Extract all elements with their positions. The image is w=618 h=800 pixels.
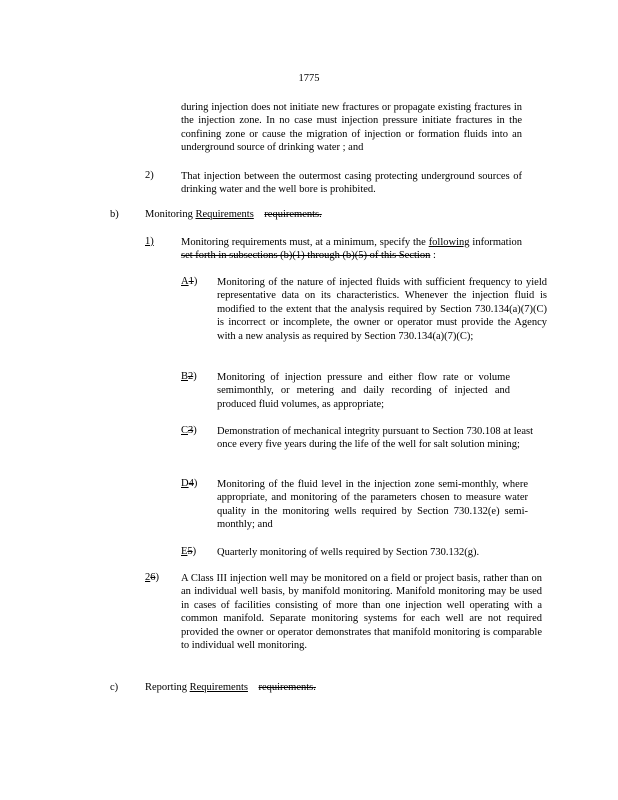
section-b-heading-period: .: [319, 209, 322, 220]
section-b1-text-pre: Monitoring requirements must, at a minimum, specify the: [181, 237, 429, 248]
section-c-heading-deleted: requirements: [258, 682, 314, 693]
sub-d-label-end: ): [193, 478, 198, 489]
section-b1-inserted: following: [428, 237, 470, 248]
sub-d-label-deleted: 4: [188, 478, 194, 489]
intro-paragraph: during injection does not initiate new fractures or propagate existing fractures in the injection zone. In no case must injection pressure initiate fractures in the confining zone or cause the migration of injection or formation fluids into an underground source of drinking water ; and: [181, 102, 522, 154]
sub-b-label: [181, 371, 197, 382]
sub-a-label-inserted: A: [181, 276, 189, 287]
sub-d-label-inserted: D: [181, 478, 189, 489]
section-b2-label-inserted: 2: [145, 572, 151, 583]
sub-c-label-end: ): [193, 425, 197, 436]
section-b-heading-text: Monitoring: [145, 209, 196, 220]
section-b1-text-end: :: [430, 250, 436, 262]
sub-e-label-end: ): [192, 546, 197, 557]
sub-a-label-end: ): [193, 276, 198, 287]
section-c-heading-inserted: Requirements: [189, 682, 248, 693]
sub-a-label-deleted: 1: [188, 276, 194, 287]
sub-c-text: Demonstration of mechanical integrity pursuant to Section 730.108 at least once every five years during the life of the well for salt solution mining;: [217, 426, 533, 451]
section-c-label: c): [110, 682, 119, 693]
item-2-label: 2): [145, 170, 154, 181]
sub-c-label: [181, 425, 197, 436]
sub-e-label-deleted: 5: [187, 546, 193, 557]
sub-e-label: [181, 546, 196, 557]
section-b1-deleted: set forth in subsections (b)(1) through (b)(5) of this Section: [181, 250, 431, 262]
sub-c-label-inserted: C: [181, 425, 189, 436]
section-c-heading: [145, 682, 316, 693]
section-b2-text: A Class III injection well may be monitored on a field or project basis, rather than on an individual well basis, by manifold monitoring. Manifold monitoring may be used in cases of facilities consisting of more than one injection well operating with a common manifold. Separate monitoring systems for each well are not required provided the owner or operator demonstrates that manifold monitoring is comparable to individual well monitoring.: [181, 573, 542, 652]
item-2-text: That injection between the outermost casing protecting underground sources of drinking water and the well bore is prohibited.: [181, 171, 522, 196]
sub-e-label-inserted: E: [181, 546, 188, 557]
page-number: 1775: [298, 73, 320, 84]
section-b2-label-deleted: 6: [150, 572, 156, 583]
section-b-heading-inserted: Requirements: [195, 209, 254, 220]
sub-a-text: Monitoring of the nature of injected fluids with sufficient frequency to yield representative data on its characteristics. Whenever the injection fluid is modified to the extent that the analysis required by Section 730.134(a)(7)(C) is incorrect or incomplete, the owner or operator must provide the Agency with a new analysis as required by Section 730.134(a)(7)(C);: [217, 277, 547, 342]
section-c-heading-period: .: [313, 682, 316, 693]
section-b1-text: [181, 236, 522, 263]
sub-b-label-end: ): [193, 371, 197, 382]
sub-d-label: [181, 478, 197, 489]
sub-e-text: Quarterly monitoring of wells required by Section 730.132(g).: [217, 547, 480, 558]
sub-a-label: [181, 276, 197, 287]
sub-b-text: Monitoring of injection pressure and either flow rate or volume semimonthly, or metering and daily recording of injected and produced fluid volumes, as appropriate;: [217, 372, 510, 410]
section-b2-label-end: ): [155, 572, 159, 583]
sub-b-label-deleted: 2: [188, 371, 194, 382]
section-b-label: b): [110, 209, 119, 220]
section-b-heading-deleted: requirements: [264, 209, 320, 220]
section-b2-label: [145, 572, 159, 583]
sub-d-text: Monitoring of the fluid level in the injection zone semi-monthly, where appropriate, and monitoring of the parameters chosen to measure water quality in the monitoring wells required by Section 730.132(e) semi-monthly; and: [217, 479, 528, 531]
section-b1-text-mid: information: [469, 237, 522, 248]
section-c-heading-text: Reporting: [145, 682, 190, 693]
section-b1-label: 1): [145, 236, 154, 247]
sub-b-label-inserted: B: [181, 371, 189, 382]
section-b-heading: [145, 209, 322, 220]
sub-c-label-deleted: 3: [188, 425, 194, 436]
